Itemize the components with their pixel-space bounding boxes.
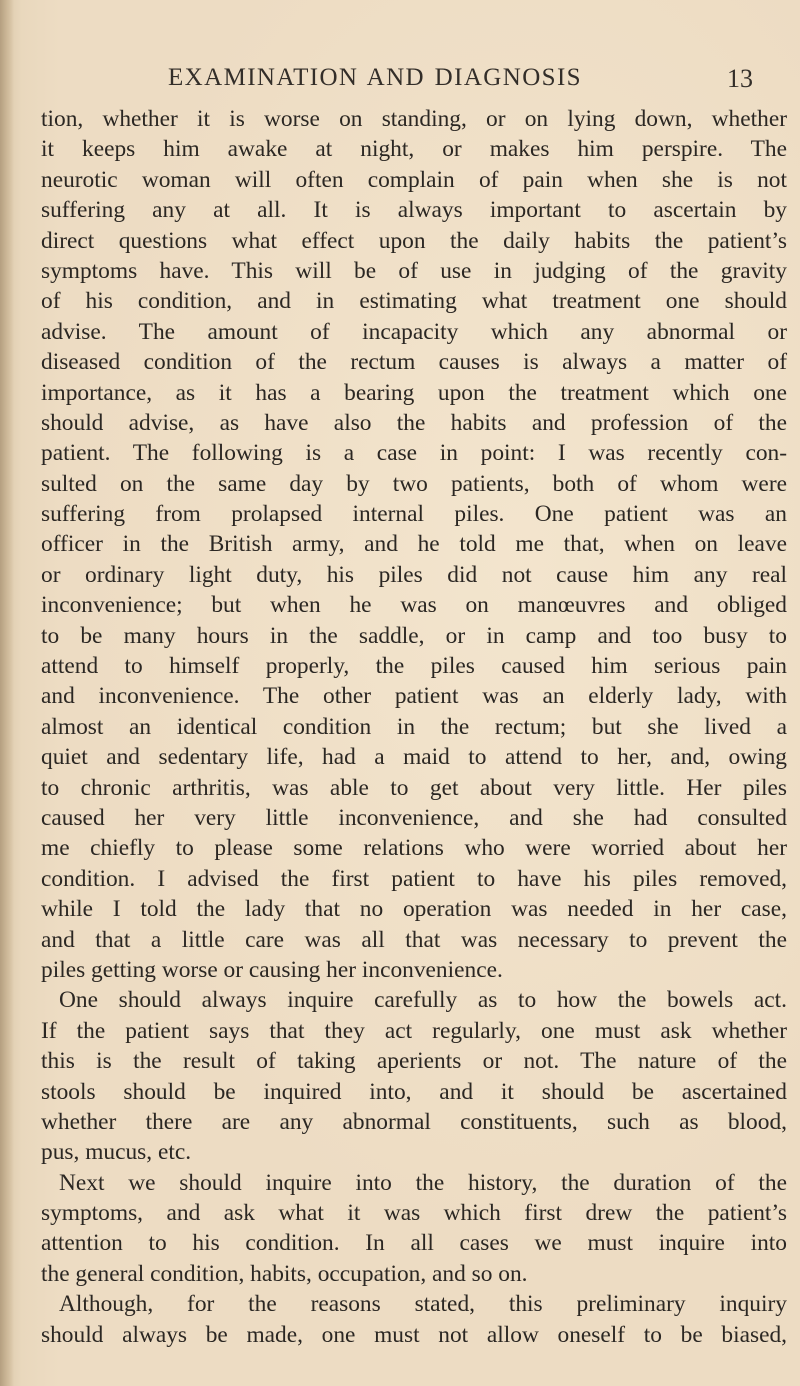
text-line: to be many hours in the saddle, or in camp and too busy to	[41, 622, 787, 649]
text-line: symptoms have. This will be of use in judging of the gravity	[41, 257, 787, 284]
text-line: or ordinary light duty, his piles did not cause him any real	[41, 561, 787, 588]
text-line: neurotic woman will often complain of pain when she is not	[41, 166, 787, 193]
text-line: advise. The amount of incapacity which any abnormal or	[41, 318, 787, 345]
paragraph-last-line: the general condition, habits, occupation, and so on.	[41, 1260, 528, 1287]
paragraph-first-line: One should always inquire carefully as to how the bowels act.	[59, 987, 787, 1014]
text-line: diseased condition of the rectum causes is always a matter of	[41, 349, 787, 376]
text-line: tion, whether it is worse on standing, or on lying down, whether	[41, 106, 787, 132]
text-line: condition. I advised the first patient to have his piles removed,	[41, 865, 787, 892]
text-line: direct questions what effect upon the daily habits the patient’s	[41, 227, 787, 254]
page-number: 13	[727, 64, 753, 93]
text-line: and inconvenience. The other patient was an elderly lady, with	[41, 683, 787, 710]
text-line: should always be made, one must not allow oneself to be biased,	[41, 1321, 787, 1348]
text-line: inconvenience; but when he was on manœuvres and obliged	[41, 592, 787, 619]
text-line: sulted on the same day by two patients, both of whom were	[41, 470, 787, 497]
text-line: stools should be inquired into, and it should be ascertained	[41, 1078, 787, 1105]
text-line: while I told the lady that no operation was needed in her case,	[41, 896, 787, 923]
page-gutter-shadow	[0, 0, 14, 1386]
paragraph-last-line: piles getting worse or causing her inconvenience.	[41, 956, 503, 983]
running-head	[0, 64, 800, 104]
text-line: me chiefly to please some relations who were worried about her	[41, 835, 787, 862]
text-line: attention to his condition. In all cases we must inquire into	[41, 1230, 787, 1257]
body-text	[41, 104, 787, 1350]
text-line: attend to himself properly, the piles caused him serious pain	[41, 653, 787, 680]
paragraph-first-line: Next we should inquire into the history, the duration of the	[59, 1169, 787, 1196]
text-line: of his condition, and in estimating what treatment one should	[41, 288, 787, 315]
text-line: importance, as it has a bearing upon the treatment which one	[41, 379, 787, 406]
text-line: almost an identical condition in the rectum; but she lived a	[41, 713, 787, 740]
text-line: patient. The following is a case in point: I was recently con-	[41, 440, 787, 467]
text-line: symptoms, and ask what it was which first drew the patient’s	[41, 1200, 787, 1227]
text-line: to chronic arthritis, was able to get about very little. Her piles	[41, 774, 787, 801]
text-line: it keeps him awake at night, or makes him perspire. The	[41, 136, 787, 163]
text-line: should advise, as have also the habits and profession of the	[41, 409, 787, 436]
text-line: quiet and sedentary life, had a maid to attend to her, and, owing	[41, 744, 787, 771]
text-line: suffering from prolapsed internal piles. One patient was an	[41, 501, 787, 528]
paragraph-last-line: pus, mucus, etc.	[41, 1139, 192, 1166]
text-line: whether there are any abnormal constituents, such as blood,	[41, 1108, 787, 1135]
text-line: caused her very little inconvenience, and she had consulted	[41, 804, 787, 831]
text-line: suffering any at all. It is always important to ascertain by	[41, 197, 787, 224]
text-line: this is the result of taking aperients or not. The nature of the	[41, 1048, 787, 1075]
paragraph-first-line: Although, for the reasons stated, this preliminary inquiry	[59, 1291, 787, 1318]
text-line: officer in the British army, and he told me that, when on leave	[41, 531, 787, 558]
text-line: and that a little care was all that was necessary to prevent the	[41, 926, 787, 953]
text-line: If the patient says that they act regularly, one must ask whether	[41, 1017, 787, 1044]
running-title: EXAMINATION AND DIAGNOSIS	[168, 64, 582, 91]
